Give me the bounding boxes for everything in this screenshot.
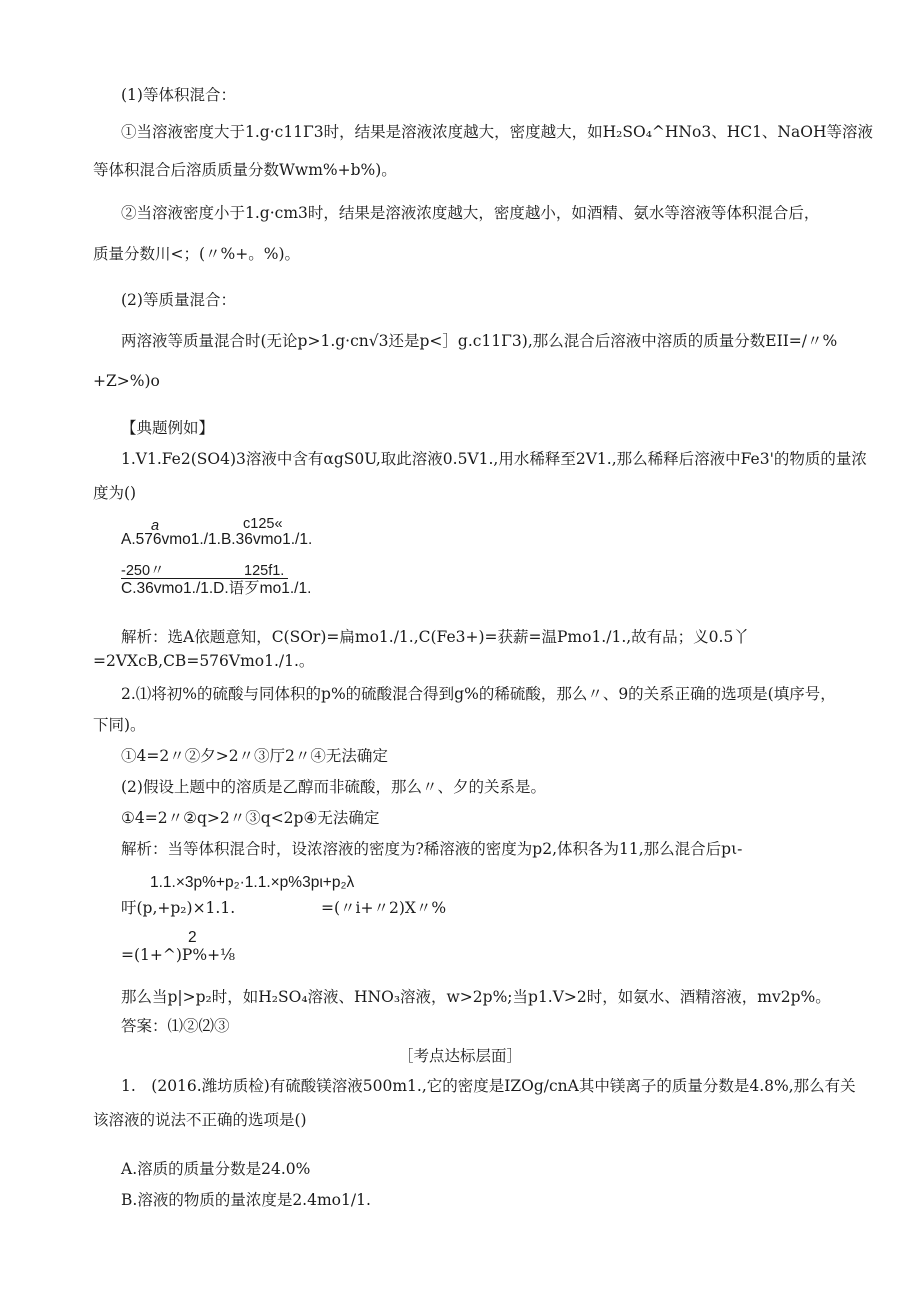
question-1-line: 1.V1.Fe2(SO4)3溶液中含有αgS0U,取此溶液0.5V1.,用水稀释至2V1.,那么稀释后溶液中Fe3'的物质的量浓 xyxy=(121,450,867,468)
section-equal-volume-heading: (1)等体积混合： xyxy=(121,86,236,104)
fraction-numerator: 125f1. xyxy=(244,563,285,579)
question-2b-line: (2)假设上题中的溶质是乙醇而非硫酸，那么〃、夕的关系是。 xyxy=(121,778,546,796)
analysis-line: 解析：当等体积混合时，设浓溶液的密度为?稀溶液的密度为p2,体积各为11,那么混合后pι- xyxy=(121,840,743,858)
choice-line: ①4=2〃②q>2〃③q<2p④无法确定 xyxy=(121,809,380,827)
option-a: A.溶质的质量分数是24.0% xyxy=(121,1160,311,1178)
equation-line: =(1+^)P%+⅛ xyxy=(121,946,236,964)
choice-line: ①4=2〃②夕>2〃③厅2〃④无法确定 xyxy=(121,747,388,765)
question-2-line: 2.⑴将初%的硫酸与同体积的p%的硫酸混合得到g%的稀硫酸，那么〃、9的关系正确的选项是(填序号， xyxy=(121,685,836,703)
paragraph-line: ①当溶液密度大于1.g·c11Γ3时，结果是溶液浓度越大，密度越大，如H₂SO₄^HNo3、HC1、NaOH等溶液 xyxy=(121,123,873,141)
paragraph-line: 等体积混合后溶质质量分数Wwm%+b%)。 xyxy=(93,161,397,179)
fraction-numerator: a xyxy=(151,518,160,534)
question-1-line: 度为() xyxy=(93,484,137,502)
example-heading: 【典题例如】 xyxy=(121,419,215,437)
paragraph-line: 两溶液等质量混合时(无论p>1.g·cn√3还是p<］g.c11Γ3),那么混合后溶液中溶质的质量分数ΕΙΙ=/〃% xyxy=(121,332,838,350)
analysis-line: 解析：选A依题意知，C(SOr)=扁mo1./1.,C(Fe3+)=获薪=温Pmo1./1.,故有品；义0.5丫 xyxy=(121,628,749,646)
fraction-numerator: c125« xyxy=(243,516,283,532)
paragraph-line: 质量分数川<；(〃%+。%)。 xyxy=(93,245,301,263)
option-b: B.溶液的物质的量浓度是2.4mo1/1. xyxy=(121,1191,371,1209)
question-2-line: 下同)。 xyxy=(93,716,146,734)
option-line-ab: A.576vmo1./1.B.36vmo1./1. xyxy=(121,531,313,548)
equation-numerator: 1.1.×3p%+p₂·1.1.×p%3pι+p₂λ xyxy=(150,874,355,891)
equation-numerator: 2 xyxy=(188,929,197,946)
answer-line: 答案：⑴②⑵③ xyxy=(121,1017,230,1035)
equation-result: =(〃i+〃2)X〃% xyxy=(321,899,447,917)
paragraph-line: ②当溶液密度小于1.g·cm3时，结果是溶液浓度越大，密度越小，如酒精、氨水等溶液等体积混合后， xyxy=(121,204,820,222)
exercise-1-line: 该溶液的说法不正确的选项是() xyxy=(93,1111,307,1129)
exercise-1-line: 1. (2016.潍坊质检)有硫酸镁溶液500m1.,它的密度是IZOg/cnA其中镁离子的质量分数是4.8%,那么有关 xyxy=(121,1077,856,1095)
analysis-line: =2VXcB,ⅭB=576Vmo1./1.。 xyxy=(93,652,315,670)
option-line-cd: C.36vmo1./1.D.语歹mo1./1. xyxy=(121,580,312,597)
fraction-numerator: -250〃 xyxy=(121,563,165,579)
conclusion-line: 那么当p|>p₂时，如H₂SO₄溶液、HNO₃溶液，w>2p%;当p1.V>2时，如氨水、酒精溶液，mv2p%。 xyxy=(121,988,831,1006)
section-title: ［考点达标层面］ xyxy=(397,1047,522,1065)
section-equal-mass-heading: (2)等质量混合： xyxy=(121,291,236,309)
paragraph-line: +Z>%)o xyxy=(93,372,160,390)
equation-denominator: 吁(p,+p₂)×1.1. xyxy=(121,899,236,917)
